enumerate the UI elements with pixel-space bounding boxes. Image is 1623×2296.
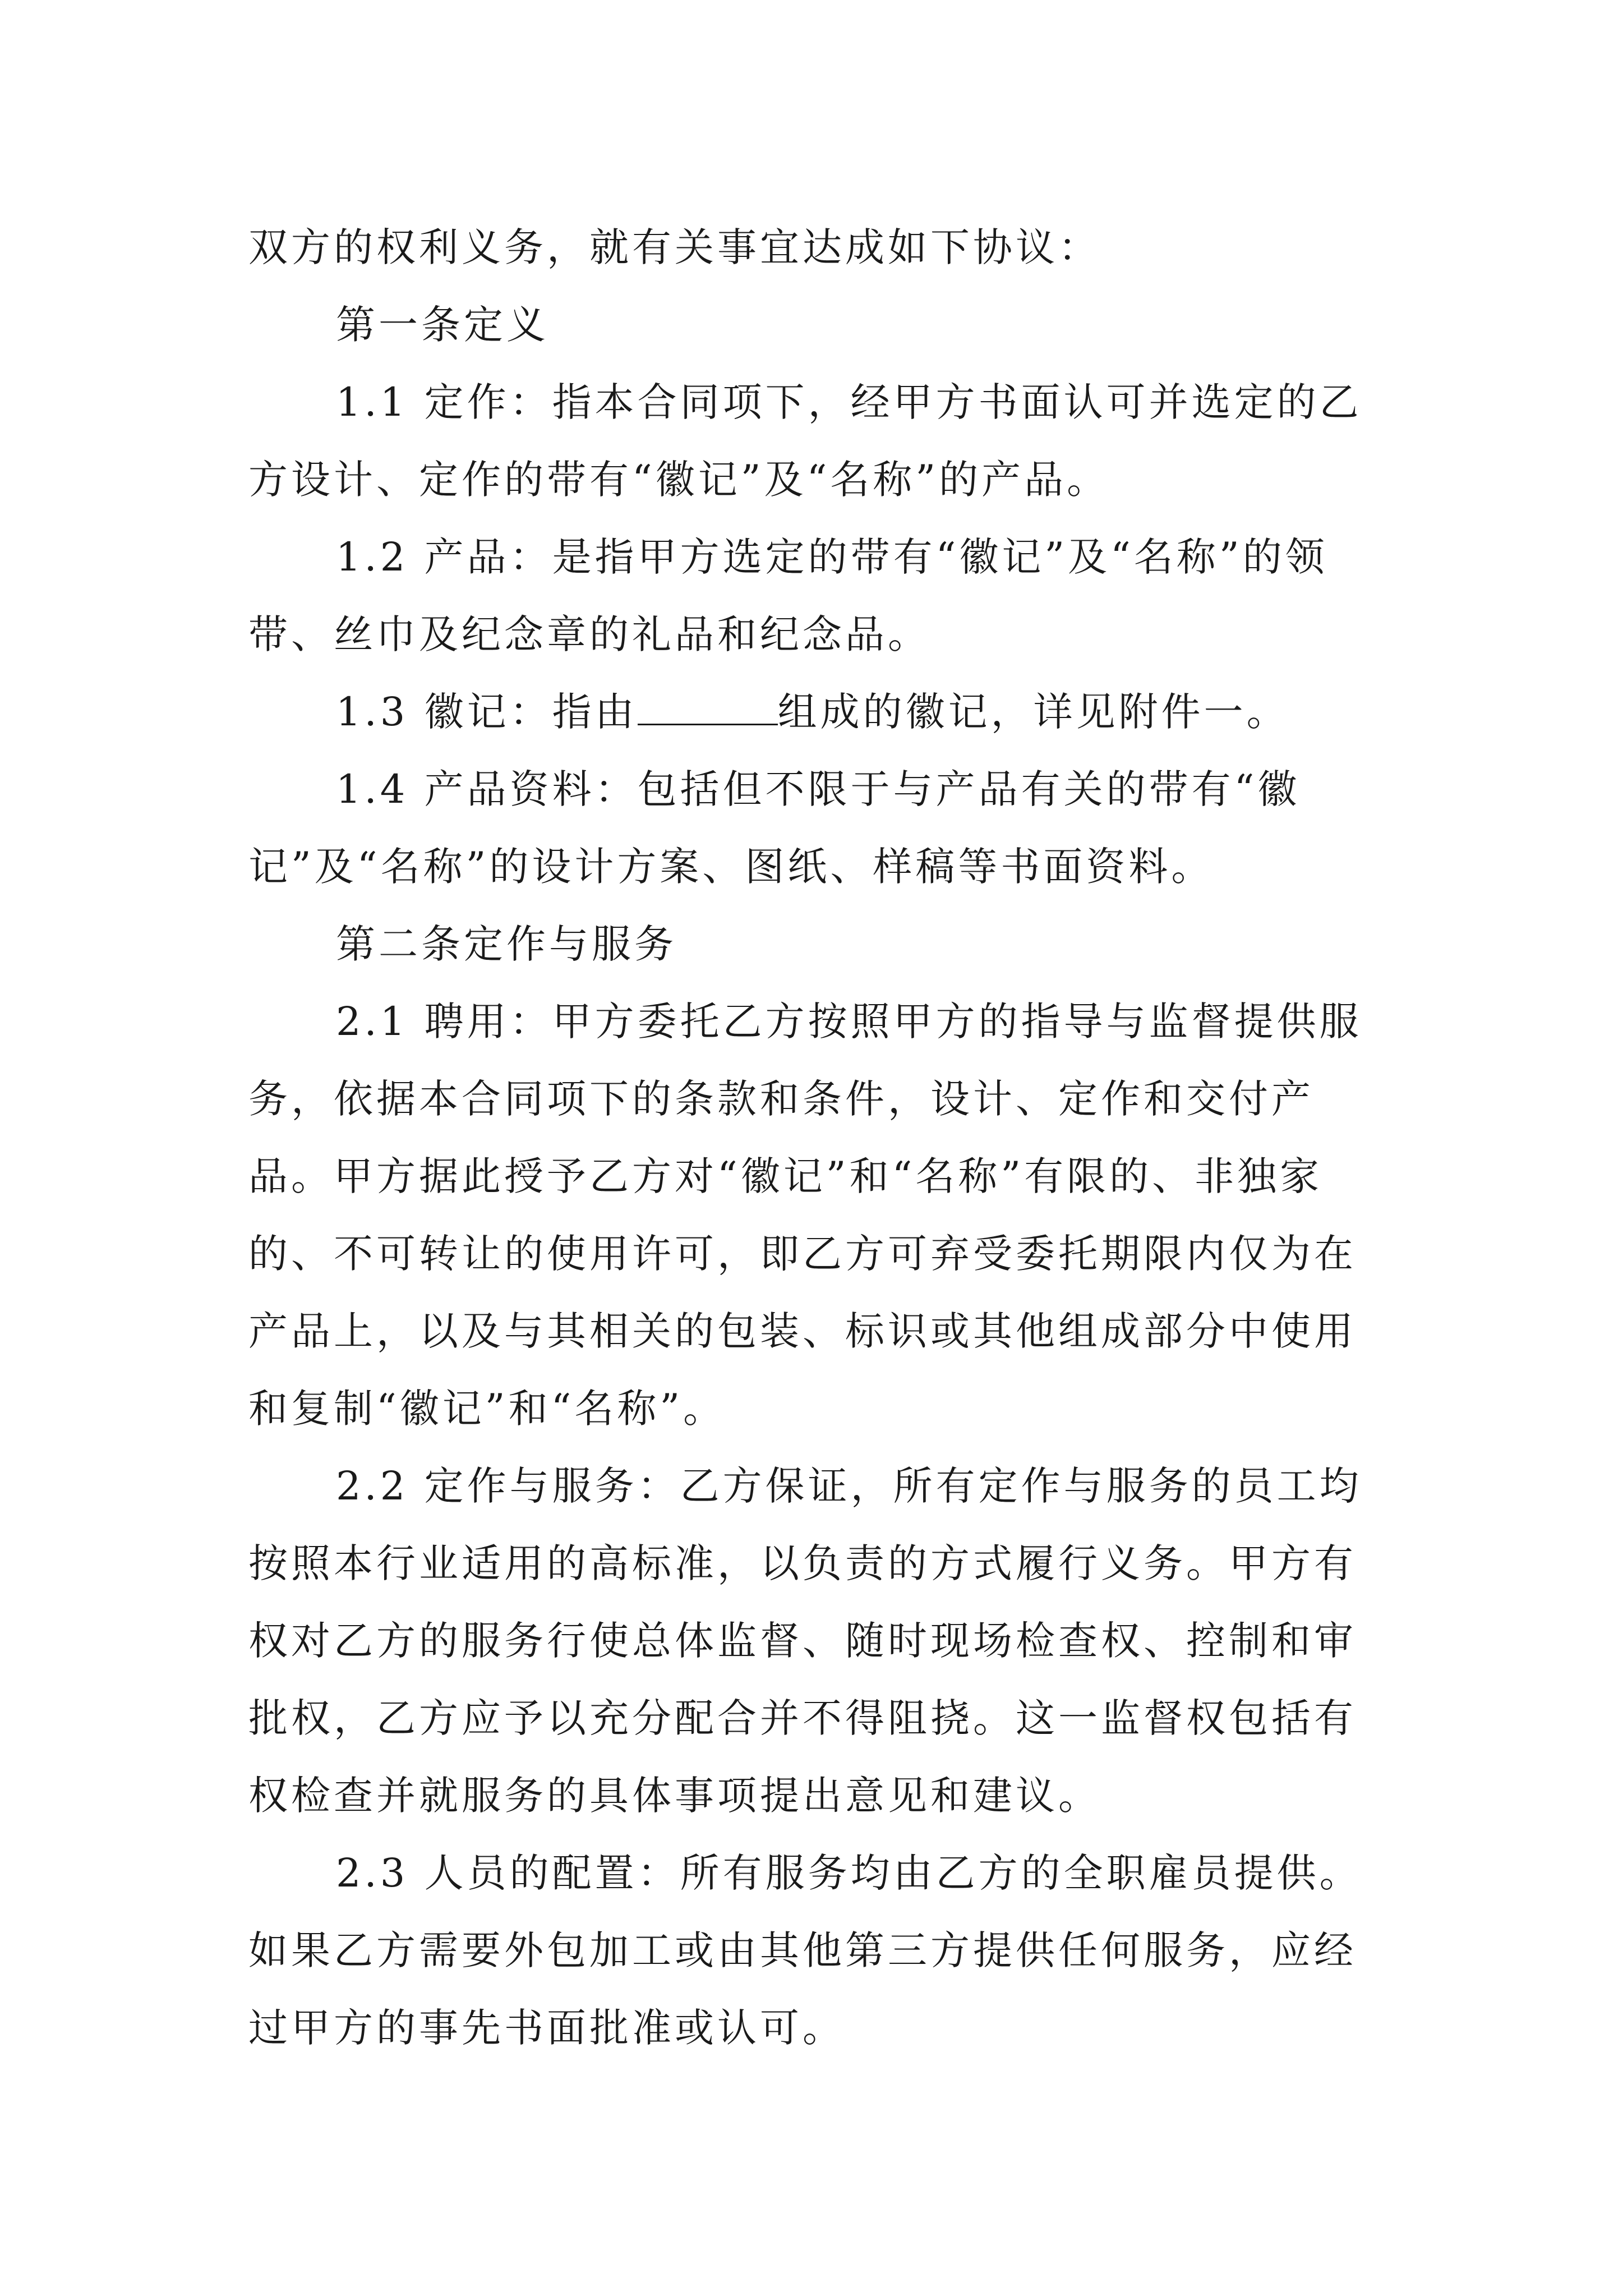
paragraph-1-3-tail: 组成的徽记，详见附件一。 (777, 689, 1289, 735)
paragraph-intro: 双方的权利义务，就有关事宜达成如下协议： (248, 224, 1101, 270)
paragraph-1-1: 1.1 定作：指本合同项下，经甲方书面认可并选定的乙方设计、定作的带有“徽记”及“名称”的产品。 (248, 379, 1362, 503)
paragraph-1-3 (248, 673, 1388, 751)
paragraph-1-4: 1.4 产品资料：包括但不限于与产品有关的带有“徽记”及“名称”的设计方案、图纸、样稿等书面资料。 (248, 766, 1301, 890)
paragraph-2-1: 2.1 聘用：甲方委托乙方按照甲方的指导与监督提供服务，依据本合同项下的条款和条件，设计、定作和交付产品。甲方据此授予乙方对“徽记”和“名称”有限的、非独家的、不可转让的使用许可，即乙方可弃受委托期限内仅为在产品上，以及与其相关的包装、标识或其他组成部分中使用和复制“徽记”和“名称”。 (248, 999, 1362, 1432)
paragraph-1-3-lead: 1.3 徽记：指由 (336, 689, 638, 735)
contract-body (248, 209, 1388, 2067)
paragraph-1-2: 1.2 产品：是指甲方选定的带有“徽记”及“名称”的领带、丝巾及纪念章的礼品和纪念品。 (248, 534, 1328, 657)
paragraph-2-3: 2.3 人员的配置：所有服务均由乙方的全职雇员提供。如果乙方需要外包加工或由其他第三方提供任何服务，应经过甲方的事先书面批准或认可。 (248, 1850, 1362, 2051)
fill-in-blank (638, 690, 778, 725)
paragraph-2-2: 2.2 定作与服务：乙方保证，所有定作与服务的员工均按照本行业适用的高标准，以负责的方式履行义务。甲方有权对乙方的服务行使总体监督、随时现场检查权、控制和审批权，乙方应予以充分配合并不得阻挠。这一监督权包括有权检查并就服务的具体事项提出意见和建议。 (248, 1463, 1362, 1819)
heading-article-2: 第二条定作与服务 (336, 921, 677, 967)
heading-article-1: 第一条定义 (336, 302, 549, 348)
